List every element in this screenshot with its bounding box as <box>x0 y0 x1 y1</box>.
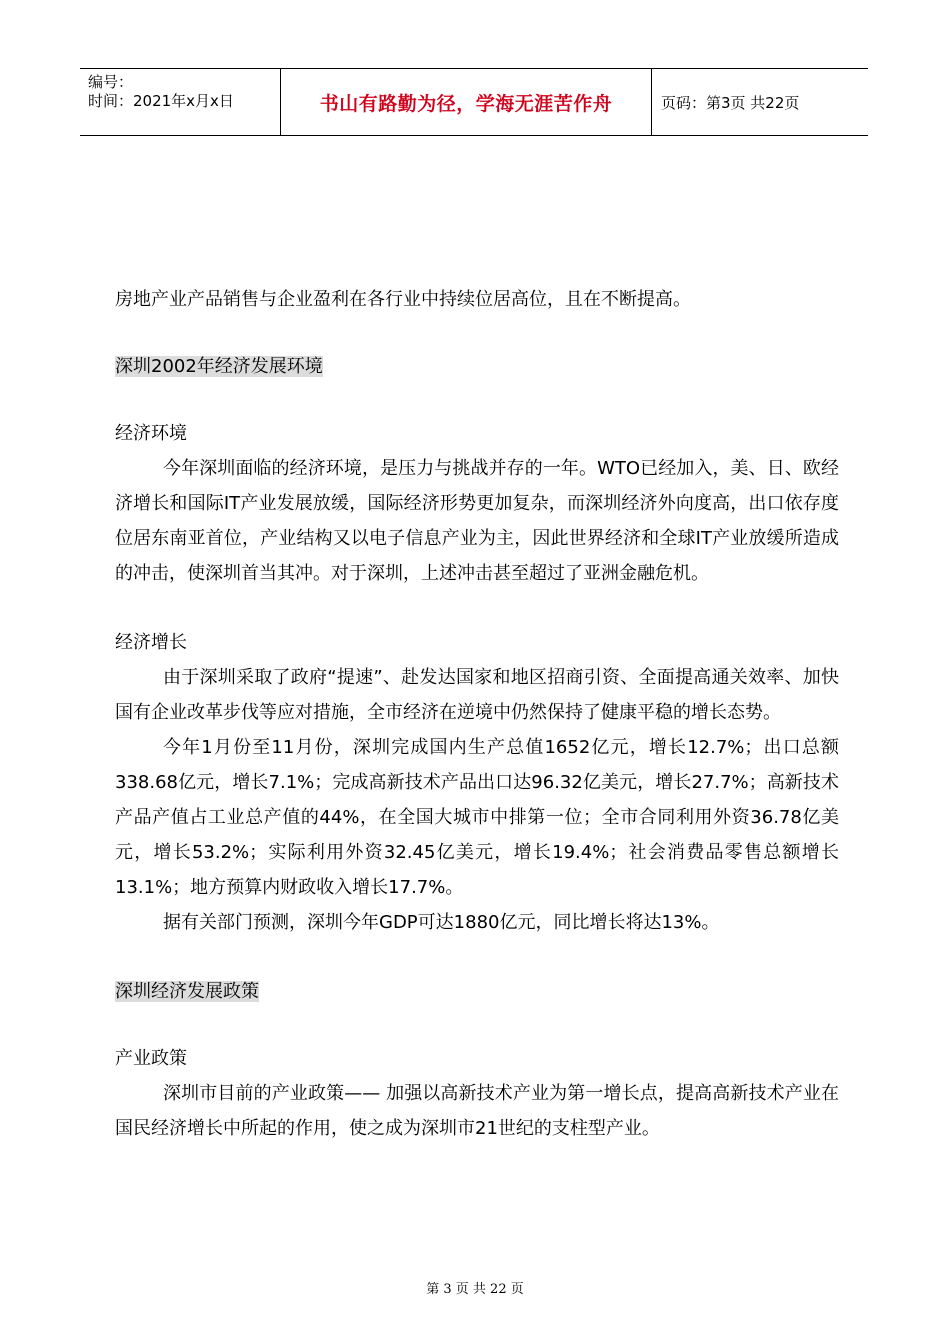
number-label: 编号： <box>88 73 134 91</box>
subheading-industrial-policy: 产业政策 <box>115 1048 187 1069</box>
subheading-economic-growth: 经济增长 <box>115 632 187 653</box>
paragraph-growth-statistics: 今年1月份至11月份，深圳完成国内生产总值1652亿元，增长12.7%；出口总额338.68亿元，增长7.1%；完成高新技术产品出口达96.32亿美元，增长27.7%；高新技术产品产值占工业总产值的44%，在全国大城市中排第一位；全市合同利用外资36.78亿美元，增长53.2%；实际利用外资32.45亿美元，增长19.4%；社会消费品零售总额增长13.1%；地方预算内财政收入增长17.7%。 <box>115 737 839 898</box>
page-info: 页码：第3页 共22页 <box>661 93 800 112</box>
intro-paragraph: 房地产业产品销售与企业盈利在各行业中持续位居高位，且在不断提高。 <box>115 289 691 310</box>
section-heading-environment <box>115 349 839 384</box>
time-label: 时间：2021年x月x日 <box>88 92 234 110</box>
paragraph-industrial-policy: 深圳市目前的产业政策—— 加强以高新技术产业为第一增长点，提高高新技术产业在国民经济增长中所起的作用，使之成为深圳市21世纪的支柱型产业。 <box>115 1083 839 1139</box>
subheading-economic-environment: 经济环境 <box>115 423 187 444</box>
header-meta <box>80 69 280 135</box>
paragraph-economic-environment: 今年深圳面临的经济环境，是压力与挑战并存的一年。WTO已经加入，美、日、欧经济增长和国际IT产业发展放缓，国际经济形势更加复杂，而深圳经济外向度高，出口依存度位居东南亚首位，产业结构又以电子信息产业为主，因此世界经济和全球IT产业放缓所造成的冲击，使深圳首当其冲。对于深圳，上述冲击甚至超过了亚洲金融危机。 <box>115 458 839 584</box>
page-header <box>80 68 868 136</box>
header-motto-cell <box>280 69 652 135</box>
paragraph-growth-measures: 由于深圳采取了政府“提速”、赴发达国家和地区招商引资、全面提高通关效率、加快国有企业改革步伐等应对措施，全市经济在逆境中仍然保持了健康平稳的增长态势。 <box>115 667 839 723</box>
paragraph-gdp-forecast: 据有关部门预测，深圳今年GDP可达1880亿元，同比增长将达13%。 <box>163 912 720 933</box>
page-footer: 第 3 页 共 22 页 <box>426 1282 524 1297</box>
section-heading-text: 深圳经济发展政策 <box>115 981 259 1002</box>
section-heading-policy <box>115 974 839 1009</box>
document-body <box>115 282 839 1146</box>
header-page-info <box>652 69 868 135</box>
section-heading-text: 深圳2002年经济发展环境 <box>115 356 323 377</box>
motto: 书山有路勤为径，学海无涯苦作舟 <box>319 92 613 115</box>
